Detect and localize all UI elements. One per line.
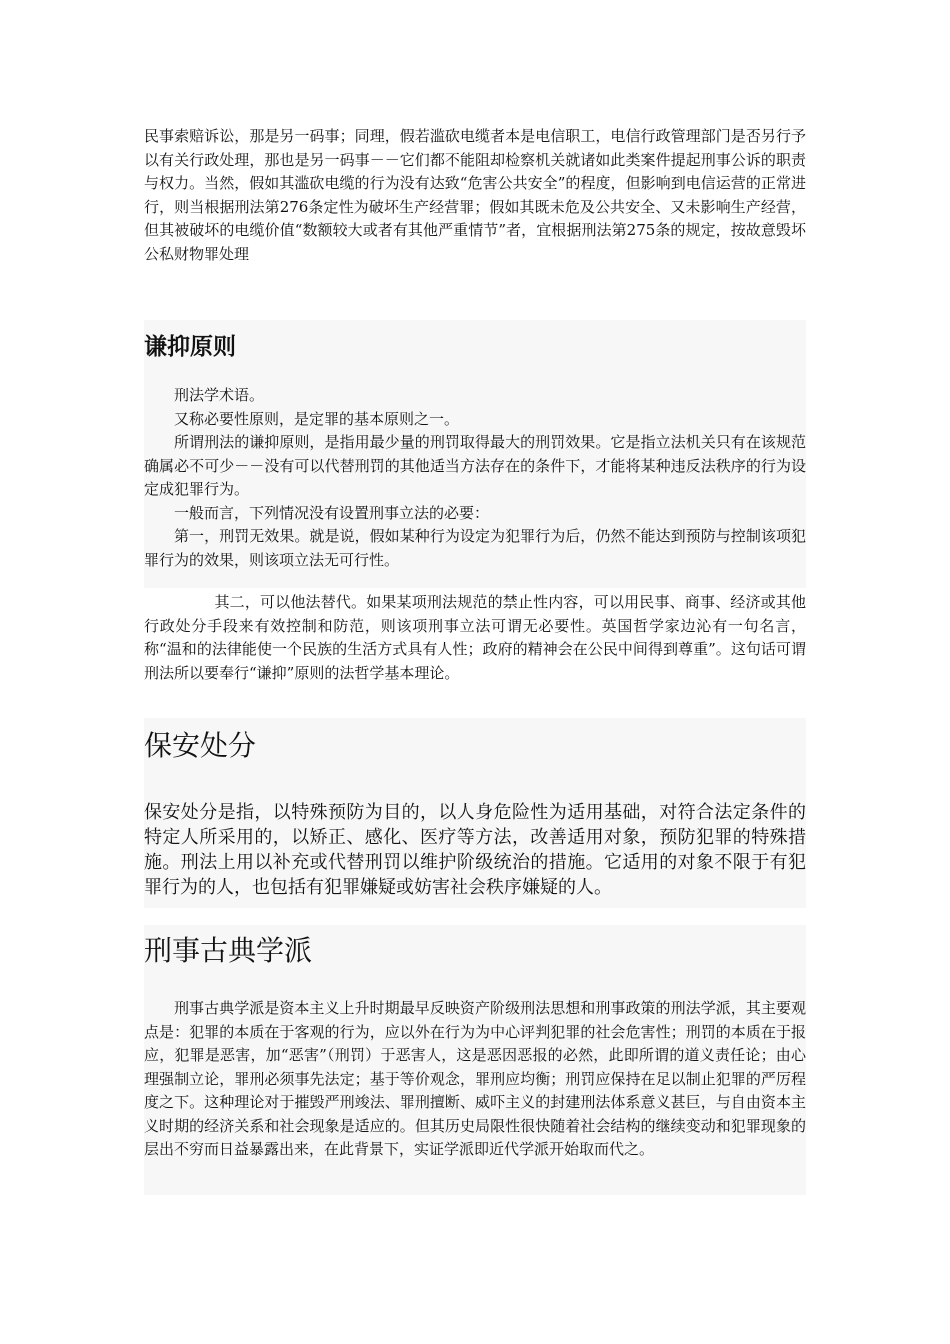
qianyi-paragraph-1: 刑法学术语。 bbox=[174, 386, 265, 404]
section-baoan-block bbox=[144, 718, 806, 908]
section-qianyi-block bbox=[144, 320, 806, 588]
qianyi-paragraph-3: 所谓刑法的谦抑原则，是指用最少量的刑罚取得最大的刑罚效果。它是指立法机关只有在该规范确属必不可少－－没有可以代替刑罚的其他适当方法存在的条件下，才能将某种违反法秩序的行为设定成犯罪行为。 bbox=[144, 433, 806, 498]
qianyi-paragraph-4: 一般而言，下列情况没有设置刑事立法的必要： bbox=[174, 503, 490, 522]
gudian-paragraph: 刑事古典学派是资本主义上升时期最早反映资产阶级刑法思想和刑事政策的刑法学派，其主要观点是：犯罪的本质在于客观的行为，应以外在行为为中心评判犯罪的社会危害性；刑罚的本质在于报应，犯罪是恶害，加“恶害”（刑罚）于恶害人，这是恶因恶报的必然，此即所谓的道义责任论；由心理强制立论，罪刑必须事先法定；基于等价观念，罪刑应均衡；刑罚应保持在足以制止犯罪的严厉程度之下。这种理论对于摧毁严刑竣法、罪刑擅断、威吓主义的封建刑法体系意义甚巨，与自由资本主义时期的经济关系和社会现象是适应的。但其历史局限性很快随着社会结构的继续变动和犯罪现象的层出不穷而日益暴露出来，在此背景下，实证学派即近代学派开始取而代之。 bbox=[144, 999, 806, 1158]
qianyi-paragraph-5: 第一，刑罚无效果。就是说，假如某种行为设定为犯罪行为后，仍然不能达到预防与控制该项犯罪行为的效果，则该项立法无可行性。 bbox=[144, 527, 806, 569]
qianyi-paragraph-6: 其二，可以他法替代。如果某项刑法规范的禁止性内容，可以用民事、商事、经济或其他行政处分手段来有效控制和防范，则该项刑事立法可谓无必要性。英国哲学家边沁有一句名言，称“温和的法律能使一个民族的生活方式具有人性；政府的精神会在公民中间得到尊重”。这句话可谓刑法所以要奉行“谦抑”原则的法哲学基本理论。 bbox=[144, 593, 806, 682]
section-heading-gudian: 刑事古典学派 bbox=[144, 934, 313, 967]
section-heading-qianyi: 谦抑原则 bbox=[144, 334, 236, 360]
qianyi-paragraph-2: 又称必要性原则，是定罪的基本原则之一。 bbox=[174, 409, 460, 428]
section-heading-baoan: 保安处分 bbox=[144, 729, 257, 762]
baoan-paragraph: 保安处分是指，以特殊预防为目的，以人身危险性为适用基础，对符合法定条件的特定人所采用的，以矫正、感化、医疗等方法，改善适用对象，预防犯罪的特殊措施。刑法上用以补充或代替刑罚以维护阶级统治的措施。它适用的对象不限于有犯罪行为的人，也包括有犯罪嫌疑或妨害社会秩序嫌疑的人。 bbox=[144, 802, 806, 898]
qianyi-extra-block bbox=[144, 591, 806, 685]
intro-paragraph: 民事索赔诉讼，那是另一码事；同理，假若滥砍电缆者本是电信职工，电信行政管理部门是否另行予以有关行政处理，那也是另一码事－－它们都不能阻却检察机关就诸如此类案件提起刑事公诉的职责与权力。当然，假如其滥砍电缆的行为没有达致“危害公共安全”的程度，但影响到电信运营的正常进行，则当根据刑法第276条定性为破坏生产经营罪；假如其既未危及公共安全、又未影响生产经营，但其被破坏的电缆价值“数额较大或者有其他严重情节”者，宜根据刑法第275条的规定，按故意毁坏公私财物罪处理 bbox=[144, 127, 806, 263]
section-gudian-block bbox=[144, 925, 806, 1195]
intro-block bbox=[144, 125, 806, 266]
